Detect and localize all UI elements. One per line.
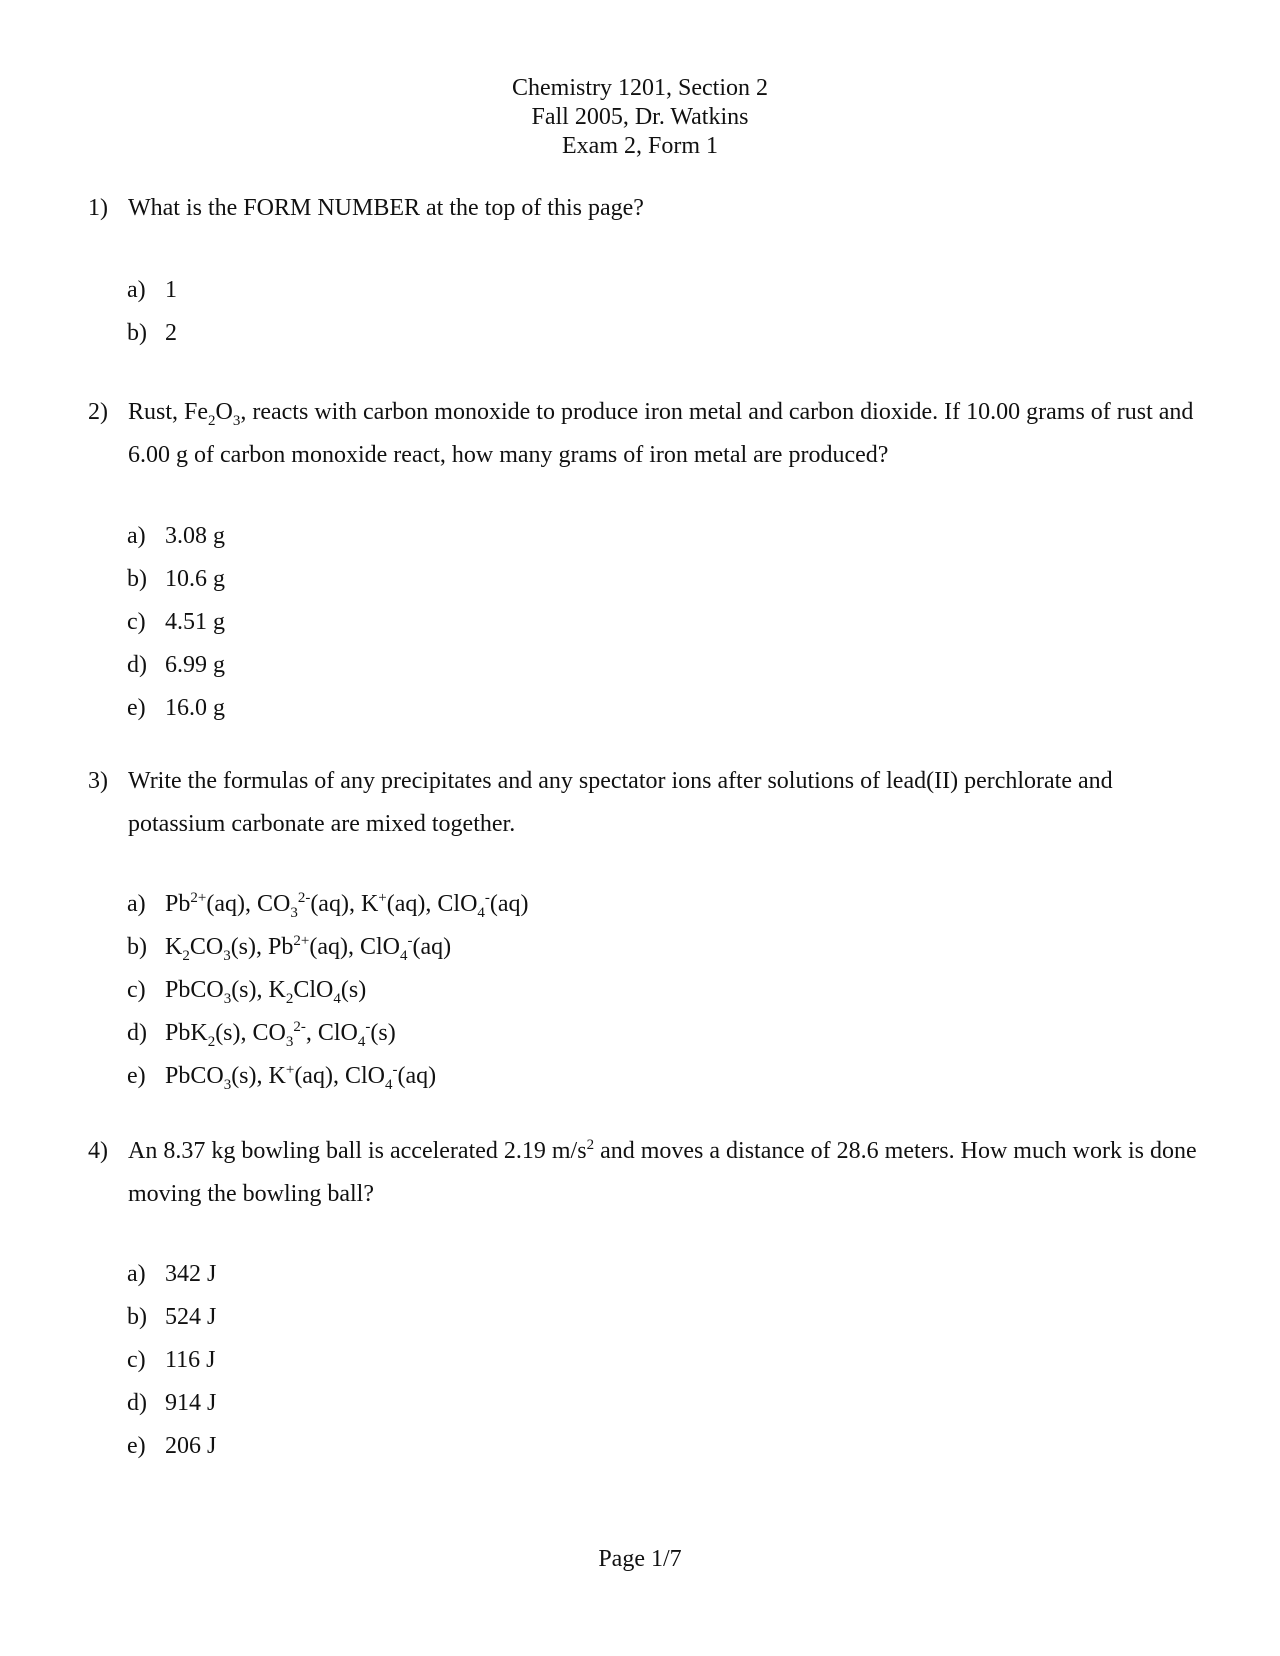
option-d[interactable] — [127, 644, 225, 687]
option-text: $Pb^{2+}(aq)$, $CO_3^{2-}(aq)$, K+(aq), ClO$_4$-(aq) — [165, 890, 529, 921]
question-4-options — [127, 1253, 216, 1468]
option-a[interactable] — [127, 269, 177, 312]
option-letter: a) — [127, 1261, 146, 1287]
option-b[interactable] — [127, 926, 529, 969]
option-text: 524 J — [165, 1304, 217, 1330]
option-d[interactable] — [127, 1382, 216, 1425]
option-a[interactable] — [127, 515, 225, 558]
question-text: Write the formulas of any precipitates and any spectator ions after solutions of lead(II) perchlorate and potassium carbonate are mixed together. — [128, 768, 1113, 837]
option-letter: b) — [127, 566, 147, 592]
question-text: An 8.37 kg bowling ball is accelerated 2.19 $m/s^2$ and moves a distance of 28.6 meters. How much work is done moving the bowling ball? — [128, 1137, 1197, 1207]
option-text: 4.51 g — [165, 609, 225, 635]
option-e[interactable] — [127, 687, 225, 730]
exam-header — [0, 74, 1280, 161]
option-b[interactable] — [127, 558, 225, 601]
option-letter: e) — [127, 1063, 146, 1089]
option-text: 1 — [165, 277, 177, 303]
question-4 — [88, 1130, 1208, 1216]
option-e[interactable] — [127, 1425, 216, 1468]
exam-form: Exam 2, Form 1 — [562, 133, 718, 159]
option-letter: a) — [127, 523, 146, 549]
question-1 — [88, 187, 1208, 230]
option-letter: c) — [127, 609, 146, 635]
option-letter: b) — [127, 320, 147, 346]
option-a[interactable] — [127, 1253, 216, 1296]
page-number: Page 1/7 — [598, 1546, 682, 1572]
option-text: 16.0 g — [165, 695, 225, 721]
option-text: PbK$_2$(s), $CO_3^{2-}$, ClO$_4$-(s) — [165, 1019, 396, 1050]
option-letter: d) — [127, 652, 147, 678]
option-letter: e) — [127, 695, 146, 721]
option-letter: c) — [127, 977, 146, 1003]
option-text: 116 J — [165, 1347, 216, 1373]
option-text: 914 J — [165, 1390, 217, 1416]
option-b[interactable] — [127, 312, 177, 355]
question-number: 3) — [88, 768, 108, 794]
term-instructor: Fall 2005, Dr. Watkins — [531, 104, 749, 130]
question-2-options — [127, 515, 225, 730]
option-letter: a) — [127, 277, 146, 303]
option-text: $K_2CO_3(s)$, $Pb^{2+}(aq)$, ClO$_4$-(aq) — [165, 933, 452, 964]
question-text: Rust, $Fe_2O_3$, reacts with carbon monoxide to produce iron metal and carbon dioxide. If 10.00 grams of rust and 6.00 g of carbon monoxide react, how many grams of iron metal are produced? — [128, 399, 1194, 468]
question-text: What is the FORM NUMBER at the top of this page? — [128, 195, 644, 221]
option-c[interactable] — [127, 1339, 216, 1382]
option-text: 206 J — [165, 1433, 217, 1459]
option-c[interactable] — [127, 969, 529, 1012]
option-text: 10.6 g — [165, 566, 225, 592]
question-number: 1) — [88, 195, 108, 221]
option-letter: b) — [127, 934, 147, 960]
option-letter: a) — [127, 891, 146, 917]
option-text: 2 — [165, 320, 177, 346]
question-number: 4) — [88, 1138, 108, 1164]
question-number: 2) — [88, 399, 108, 425]
option-d[interactable] — [127, 1012, 529, 1055]
question-2 — [88, 391, 1208, 477]
question-3 — [88, 760, 1208, 846]
option-letter: d) — [127, 1390, 147, 1416]
option-text: PbCO$_3$(s), $K_2ClO_4(s)$ — [165, 977, 367, 1007]
option-text: 3.08 g — [165, 523, 225, 549]
option-letter: b) — [127, 1304, 147, 1330]
option-text: PbCO$_3$(s), K+(aq), ClO$_4$-(aq) — [165, 1062, 437, 1093]
question-3-options — [127, 883, 529, 1098]
option-b[interactable] — [127, 1296, 216, 1339]
option-text: 342 J — [165, 1261, 217, 1287]
option-a[interactable] — [127, 883, 529, 926]
course-title: Chemistry 1201, Section 2 — [512, 75, 768, 101]
option-e[interactable] — [127, 1055, 529, 1098]
option-letter: e) — [127, 1433, 146, 1459]
option-letter: d) — [127, 1020, 147, 1046]
option-c[interactable] — [127, 601, 225, 644]
option-letter: c) — [127, 1347, 146, 1373]
option-text: 6.99 g — [165, 652, 225, 678]
question-1-options — [127, 269, 177, 355]
